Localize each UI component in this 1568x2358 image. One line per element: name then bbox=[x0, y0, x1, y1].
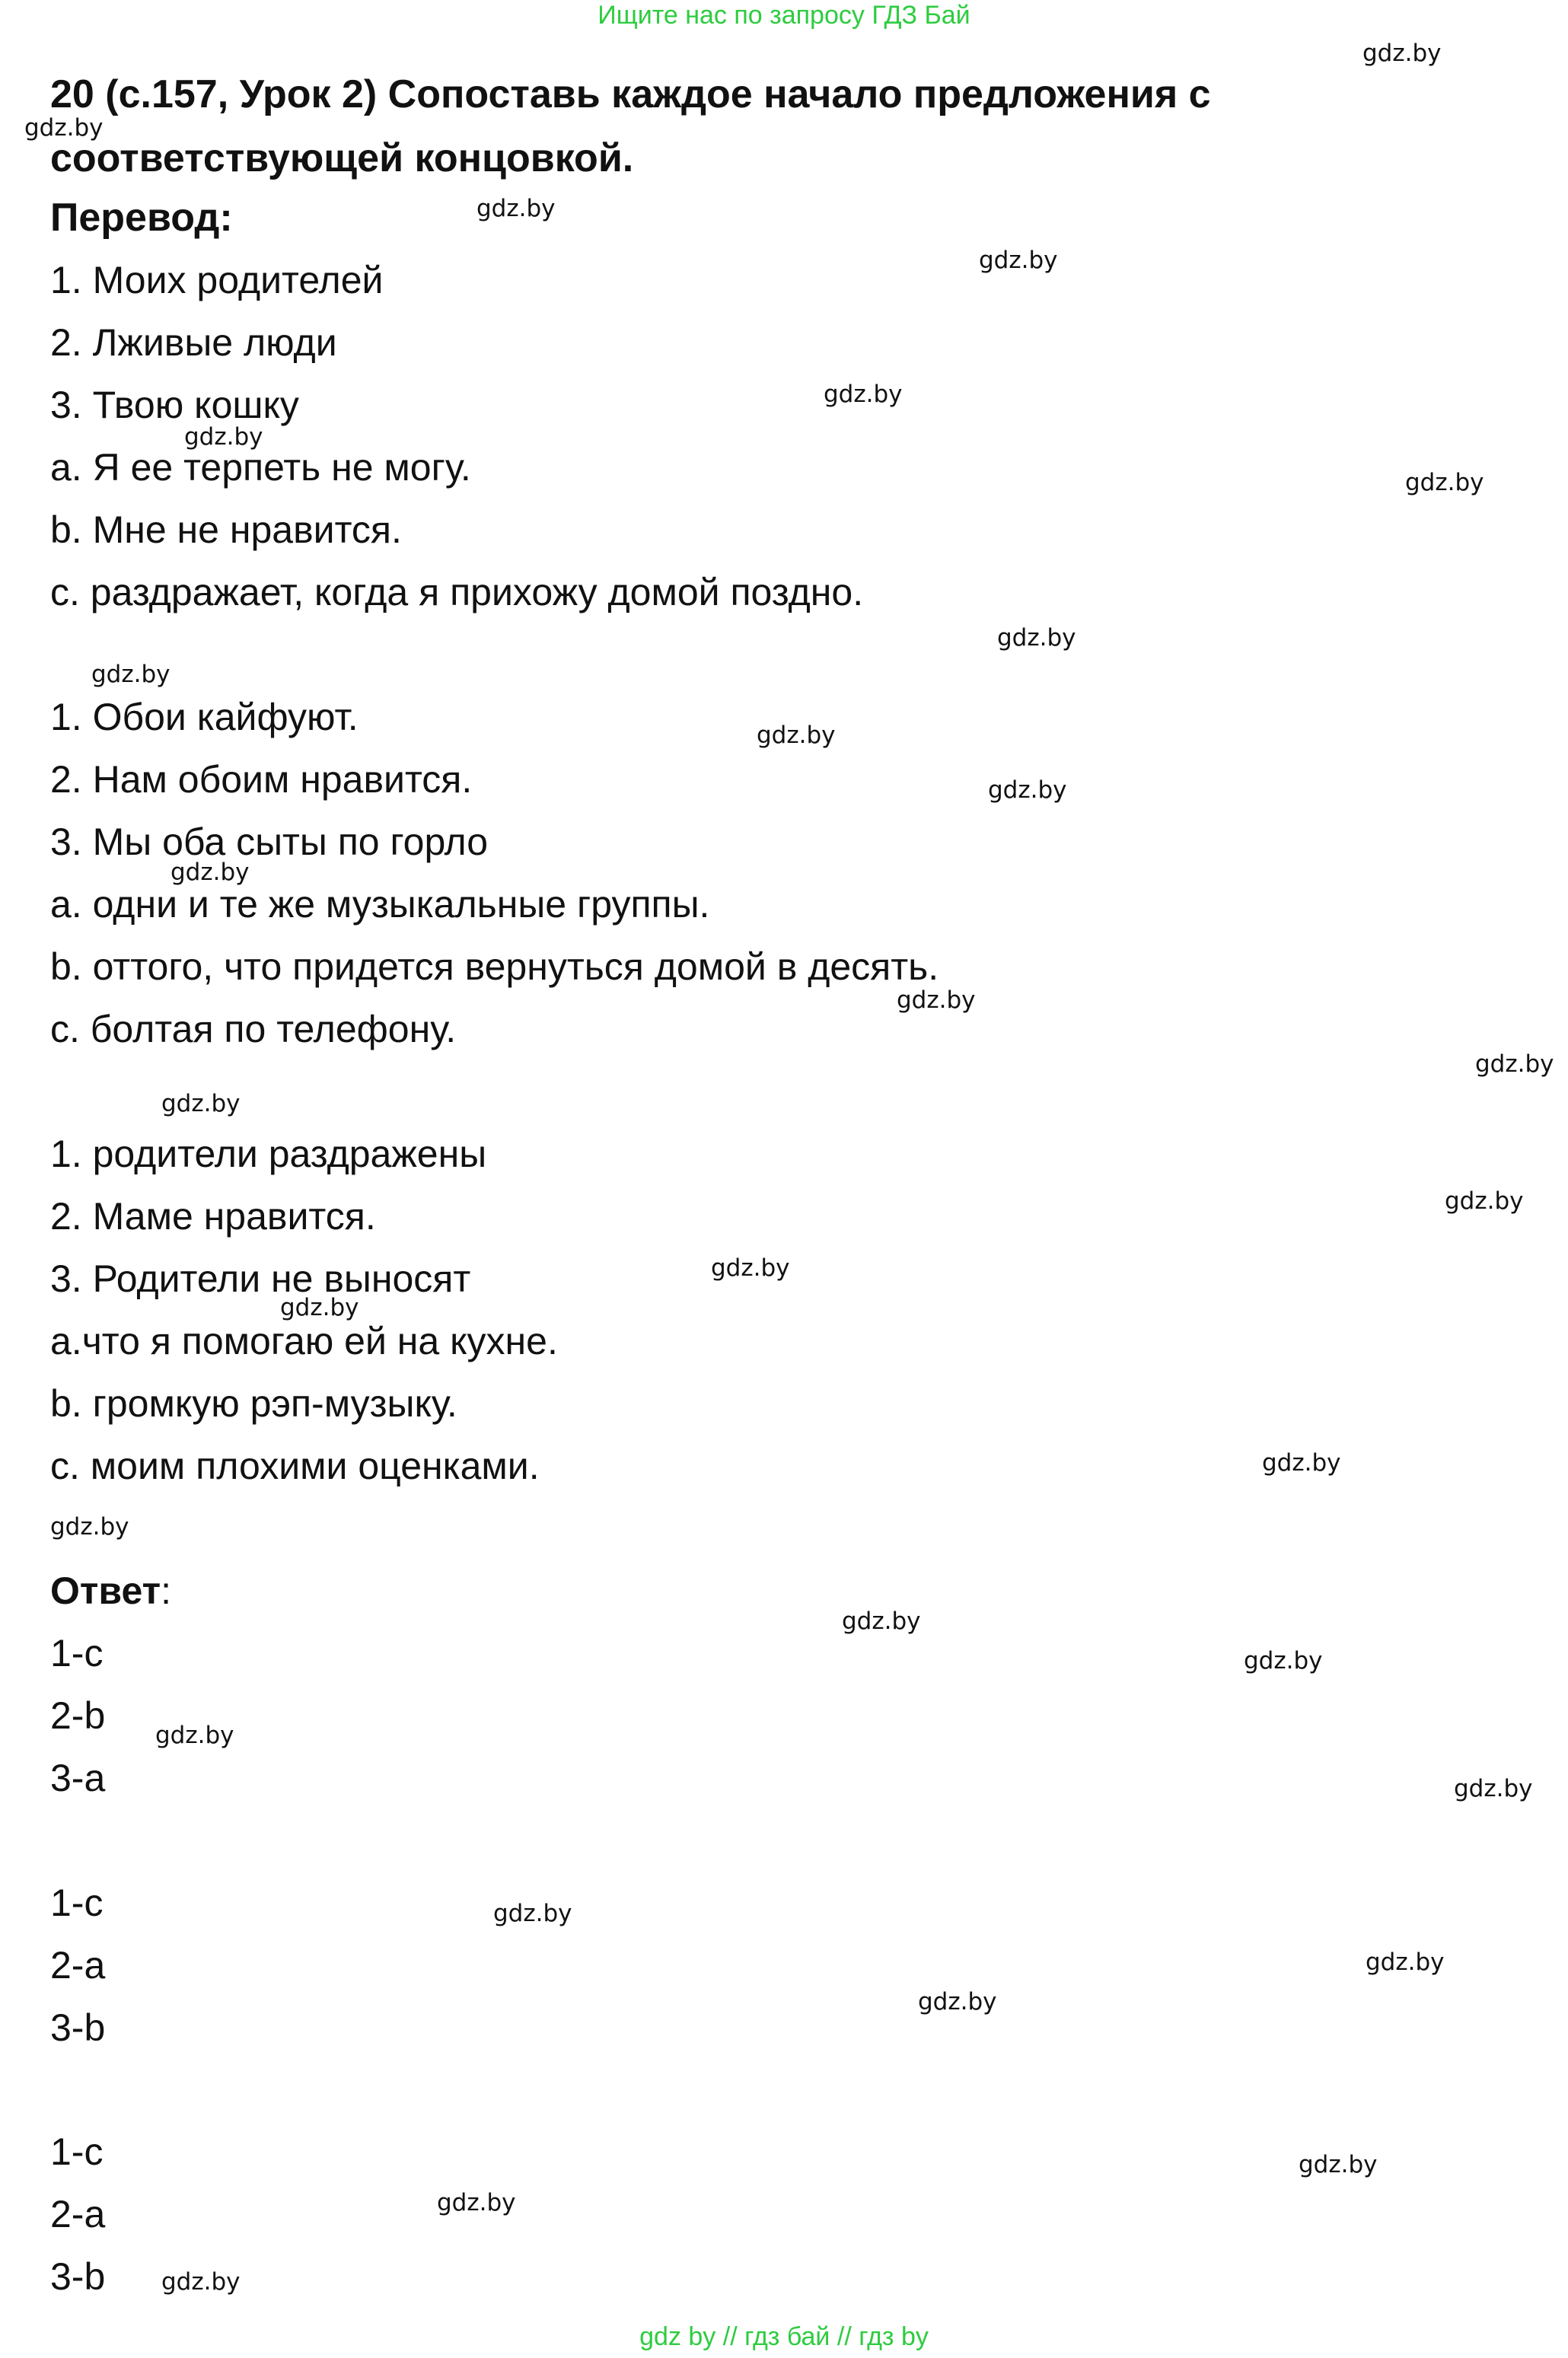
list-item: b. оттого, что придется вернуться домой в десять. bbox=[50, 945, 939, 988]
list-item: 3. Мы оба сыты по горло bbox=[50, 821, 489, 863]
task-title: 20 (с.157, Урок 2) Сопоставь каждое начало предложения с соответствующей концовкой. bbox=[50, 72, 1211, 180]
list-item: 2. Нам обоим нравится. bbox=[50, 758, 473, 801]
watermark: gdz.by bbox=[824, 381, 903, 408]
top-banner[interactable]: Ищите нас по запросу ГДЗ Бай bbox=[598, 1, 970, 30]
list-item: a.что я помогаю ей на кухне. bbox=[50, 1320, 558, 1362]
answer-heading bbox=[50, 1568, 171, 1614]
answer-item: 3-a bbox=[50, 1757, 106, 1799]
list-item: 2. Маме нравится. bbox=[50, 1195, 376, 1238]
answer-item: 3-b bbox=[50, 2255, 106, 2298]
watermark: gdz.by bbox=[24, 114, 104, 142]
watermark: gdz.by bbox=[155, 1722, 234, 1749]
watermark: gdz.by bbox=[988, 776, 1067, 804]
answer-item: 2-a bbox=[50, 1944, 106, 1987]
watermark: gdz.by bbox=[493, 1900, 572, 1927]
watermark: gdz.by bbox=[1299, 2151, 1378, 2178]
list-item: 3. Твою кошку bbox=[50, 384, 299, 426]
watermark: gdz.by bbox=[711, 1254, 790, 1282]
list-item: c. моим плохими оценками. bbox=[50, 1445, 540, 1487]
answer-item: 1-c bbox=[50, 2130, 104, 2173]
watermark: gdz.by bbox=[1262, 1449, 1341, 1477]
watermark: gdz.by bbox=[171, 859, 250, 886]
list-item: a. одни и те же музыкальные группы. bbox=[50, 883, 710, 926]
watermark: gdz.by bbox=[1244, 1647, 1323, 1674]
footer-links[interactable]: gdz by // гдз бай // гдз by bbox=[639, 2322, 929, 2351]
watermark: gdz.by bbox=[50, 1513, 129, 1541]
watermark: gdz.by bbox=[1445, 1187, 1524, 1215]
list-item: b. Мне не нравится. bbox=[50, 508, 402, 551]
list-item: 1. Моих родителей bbox=[50, 259, 384, 301]
list-item: 1. родители раздражены bbox=[50, 1133, 487, 1175]
watermark: gdz.by bbox=[161, 2268, 241, 2296]
answer-item: 1-c bbox=[50, 1882, 104, 1924]
watermark: gdz.by bbox=[184, 423, 263, 451]
watermark: gdz.by bbox=[979, 247, 1058, 274]
watermark: gdz.by bbox=[1405, 469, 1484, 496]
list-item: b. громкую рэп-музыку. bbox=[50, 1382, 457, 1425]
answer-item: 2-a bbox=[50, 2193, 106, 2235]
watermark: gdz.by bbox=[91, 661, 171, 688]
answer-colon: : bbox=[161, 1569, 171, 1612]
watermark: gdz.by bbox=[1366, 1949, 1445, 1976]
list-item: c. болтая по телефону. bbox=[50, 1008, 457, 1050]
translation-label: Перевод: bbox=[50, 196, 233, 240]
watermark: gdz.by bbox=[437, 2189, 516, 2216]
watermark: gdz.by bbox=[1454, 1775, 1533, 1802]
watermark: gdz.by bbox=[918, 1988, 997, 2015]
watermark: gdz.by bbox=[897, 986, 976, 1014]
watermark: gdz.by bbox=[1475, 1050, 1554, 1078]
watermark: gdz.by bbox=[476, 195, 556, 222]
watermark: gdz.by bbox=[1362, 40, 1442, 67]
watermark: gdz.by bbox=[161, 1090, 241, 1117]
list-item: 3. Родители не выносят bbox=[50, 1257, 471, 1300]
list-item: 1. Обои кайфуют. bbox=[50, 696, 359, 738]
answer-item: 2-b bbox=[50, 1694, 106, 1737]
answer-item: 3-b bbox=[50, 2006, 106, 2049]
watermark: gdz.by bbox=[997, 624, 1076, 652]
watermark: gdz.by bbox=[842, 1608, 921, 1635]
list-item: a. Я ее терпеть не могу. bbox=[50, 446, 471, 489]
watermark: gdz.by bbox=[757, 722, 836, 749]
list-item: c. раздражает, когда я прихожу домой поздно. bbox=[50, 571, 864, 613]
list-item: 2. Лживые люди bbox=[50, 321, 337, 364]
answer-label: Ответ bbox=[50, 1569, 161, 1612]
watermark: gdz.by bbox=[280, 1294, 359, 1321]
answer-item: 1-c bbox=[50, 1632, 104, 1674]
